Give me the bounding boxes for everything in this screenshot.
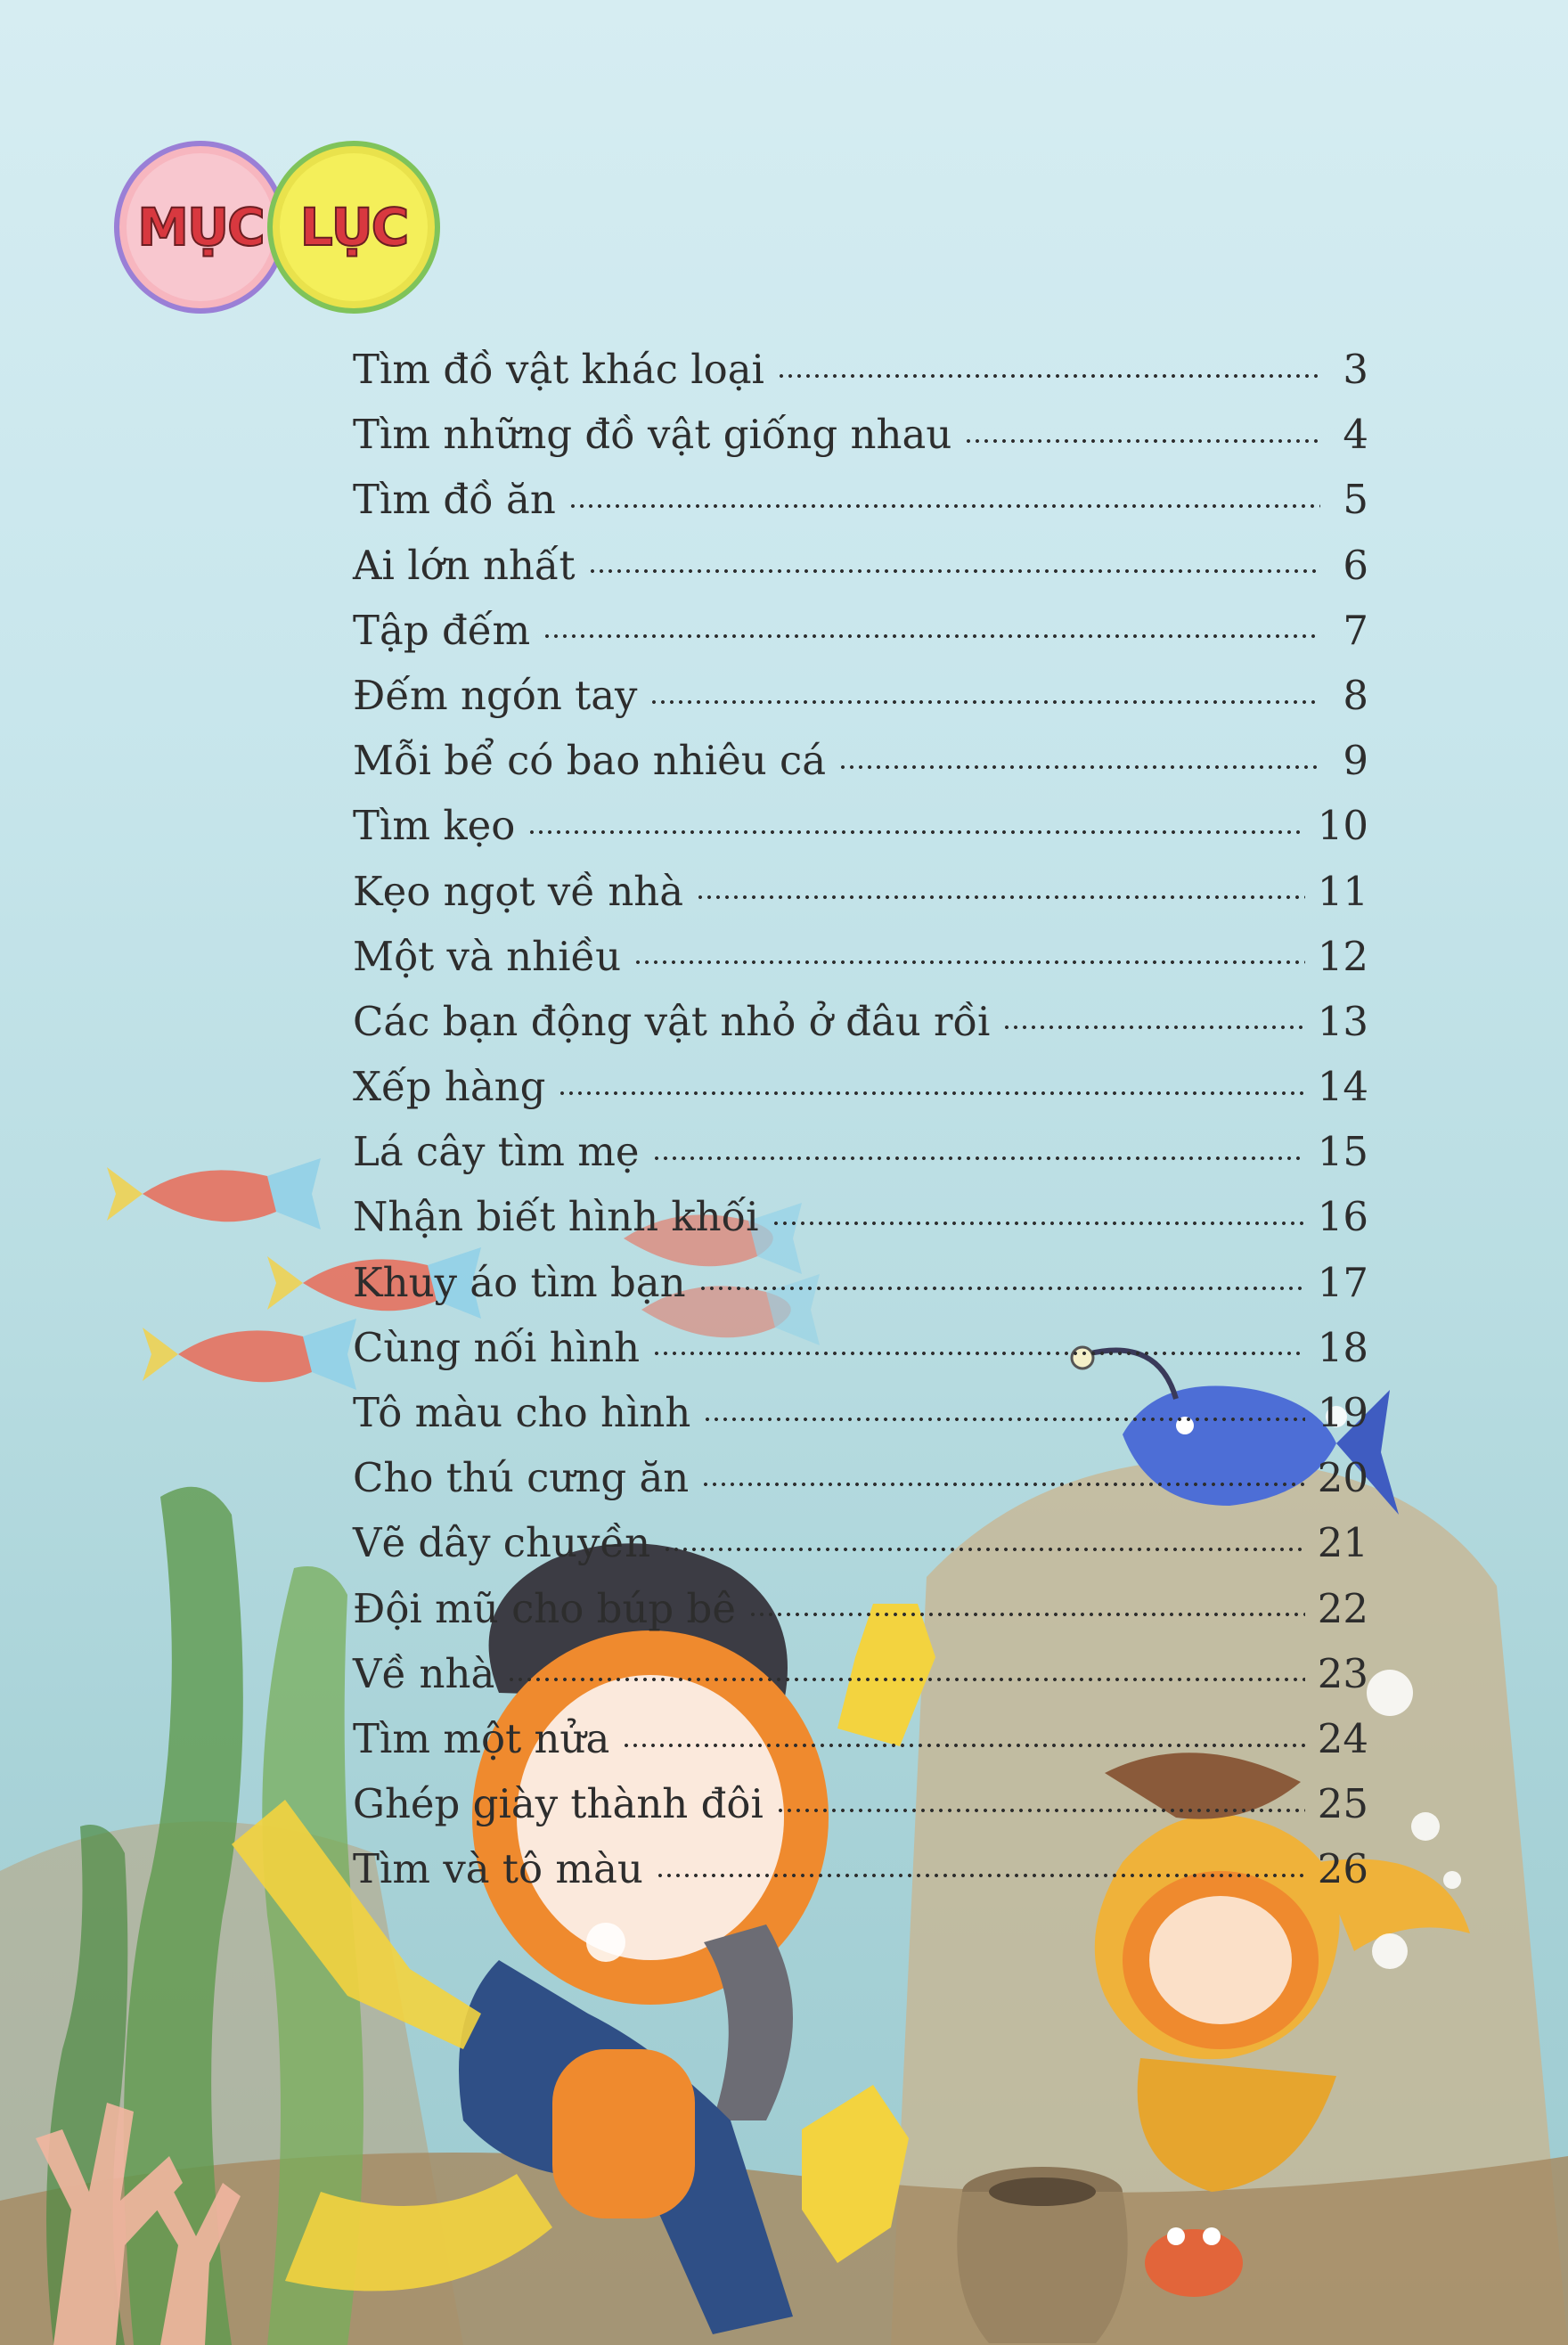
toc-entry[interactable] xyxy=(353,1119,1368,1184)
toc-entry-page: 20 xyxy=(1317,1454,1368,1502)
toc-entry-title: Tìm kẹo xyxy=(353,802,516,850)
dot-leader xyxy=(652,1156,1305,1160)
dot-leader xyxy=(652,1352,1305,1355)
toc-entry[interactable] xyxy=(353,402,1368,467)
toc-entry-page: 24 xyxy=(1317,1714,1368,1762)
toc-entry-page: 23 xyxy=(1317,1649,1368,1697)
toc-entry-title: Tìm một nửa xyxy=(353,1714,610,1762)
toc-entry-page: 25 xyxy=(1317,1780,1368,1828)
dot-leader xyxy=(748,1613,1305,1616)
dot-leader xyxy=(568,504,1320,508)
toc-entry[interactable] xyxy=(353,533,1368,598)
toc-entry[interactable] xyxy=(353,859,1368,924)
toc-entry-title: Một và nhiều xyxy=(353,932,622,980)
dot-leader xyxy=(696,895,1305,899)
toc-entry[interactable] xyxy=(353,989,1368,1054)
toc-entry-title: Cho thú cưng ăn xyxy=(353,1454,690,1502)
dot-leader xyxy=(633,960,1305,964)
dot-leader xyxy=(776,1809,1305,1812)
title-badge-luc xyxy=(280,153,428,301)
toc-entry[interactable] xyxy=(353,337,1368,402)
toc-entry-title: Đếm ngón tay xyxy=(353,671,638,719)
dot-leader xyxy=(1002,1025,1304,1029)
title-badge-muc xyxy=(127,153,274,301)
dot-leader xyxy=(656,1874,1305,1877)
toc-entry-page: 4 xyxy=(1343,411,1368,459)
dot-leader xyxy=(649,700,1320,704)
toc-entry[interactable] xyxy=(353,1576,1368,1641)
toc-entry[interactable] xyxy=(353,728,1368,793)
dot-leader xyxy=(588,569,1320,573)
toc-entry-title: Đội mũ cho búp bê xyxy=(353,1584,736,1632)
toc-entry-title: Tìm và tô màu xyxy=(353,1845,643,1893)
toc-entry[interactable] xyxy=(353,1250,1368,1315)
toc-entry-title: Tìm đồ ăn xyxy=(353,476,556,524)
toc-entry[interactable] xyxy=(353,924,1368,989)
toc-entry-page: 10 xyxy=(1317,802,1368,850)
toc-entry-page: 8 xyxy=(1343,671,1368,719)
toc-entry[interactable] xyxy=(353,598,1368,663)
dot-leader xyxy=(838,765,1320,769)
toc-entry-title: Khuy áo tìm bạn xyxy=(353,1258,686,1306)
dot-leader xyxy=(698,1287,1305,1290)
toc-entry-title: Vẽ dây chuyền xyxy=(353,1519,651,1567)
toc-entry[interactable] xyxy=(353,1054,1368,1119)
toc-entry-page: 22 xyxy=(1317,1584,1368,1632)
toc-entry-title: Kẹo ngọt về nhà xyxy=(353,867,684,915)
dot-leader xyxy=(703,1418,1304,1421)
dot-leader xyxy=(622,1744,1304,1747)
toc-entry-page: 7 xyxy=(1343,606,1368,654)
dot-leader xyxy=(663,1548,1305,1551)
toc-entry-page: 9 xyxy=(1343,737,1368,785)
toc-entry[interactable] xyxy=(353,1380,1368,1445)
toc-entry-title: Các bạn động vật nhỏ ở đâu rồi xyxy=(353,997,991,1045)
dot-leader xyxy=(964,439,1320,443)
toc-entry-title: Ai lớn nhất xyxy=(353,541,576,589)
toc-entry-page: 17 xyxy=(1317,1258,1368,1306)
toc-entry-page: 6 xyxy=(1343,541,1368,589)
toc-entry-page: 18 xyxy=(1317,1323,1368,1371)
toc-entry-title: Tìm những đồ vật giống nhau xyxy=(353,411,952,459)
toc-entry-page: 14 xyxy=(1317,1063,1368,1111)
toc-entry-page: 5 xyxy=(1343,476,1368,524)
toc-entry-title: Tìm đồ vật khác loại xyxy=(353,346,764,393)
toc-entry-title: Tô màu cho hình xyxy=(353,1389,691,1436)
toc-entry[interactable] xyxy=(353,663,1368,728)
toc-entry-page: 11 xyxy=(1317,867,1368,915)
toc-entry[interactable] xyxy=(353,1315,1368,1380)
toc-entry-title: Ghép giày thành đôi xyxy=(353,1780,764,1828)
toc-entry-title: Lá cây tìm mẹ xyxy=(353,1128,640,1176)
table-of-contents xyxy=(353,337,1368,1902)
toc-entry-title: Mỗi bể có bao nhiêu cá xyxy=(353,737,827,785)
toc-entry[interactable] xyxy=(353,1771,1368,1836)
pot xyxy=(957,2167,1127,2343)
toc-entry[interactable] xyxy=(353,1641,1368,1706)
toc-entry-page: 21 xyxy=(1317,1519,1368,1567)
dot-leader xyxy=(777,374,1320,378)
title-word-2: LỤC xyxy=(299,197,408,257)
dot-leader xyxy=(527,830,1304,834)
toc-entry[interactable] xyxy=(353,793,1368,858)
dot-leader xyxy=(543,634,1320,638)
toc-entry[interactable] xyxy=(353,1184,1368,1249)
toc-entry-page: 12 xyxy=(1317,932,1368,980)
toc-entry-title: Tập đếm xyxy=(353,606,531,654)
toc-entry-title: Cùng nối hình xyxy=(353,1323,641,1371)
toc-entry-page: 13 xyxy=(1317,997,1368,1045)
toc-entry-page: 3 xyxy=(1343,346,1368,393)
toc-entry-title: Nhận biết hình khối xyxy=(353,1193,759,1241)
dot-leader xyxy=(558,1091,1304,1095)
toc-entry[interactable] xyxy=(353,1706,1368,1771)
toc-entry[interactable] xyxy=(353,1445,1368,1510)
toc-entry-title: Về nhà xyxy=(353,1649,495,1697)
toc-entry-page: 16 xyxy=(1317,1193,1368,1241)
title-word-1: MỤC xyxy=(137,197,264,257)
toc-entry[interactable] xyxy=(353,467,1368,532)
toc-entry[interactable] xyxy=(353,1836,1368,1901)
dot-leader xyxy=(701,1483,1304,1486)
dot-leader xyxy=(507,1678,1304,1681)
toc-entry[interactable] xyxy=(353,1510,1368,1575)
dot-leader xyxy=(772,1222,1305,1225)
toc-entry-page: 26 xyxy=(1317,1845,1368,1893)
toc-entry-title: Xếp hàng xyxy=(353,1063,546,1111)
toc-entry-page: 19 xyxy=(1317,1389,1368,1436)
toc-entry-page: 15 xyxy=(1317,1128,1368,1176)
